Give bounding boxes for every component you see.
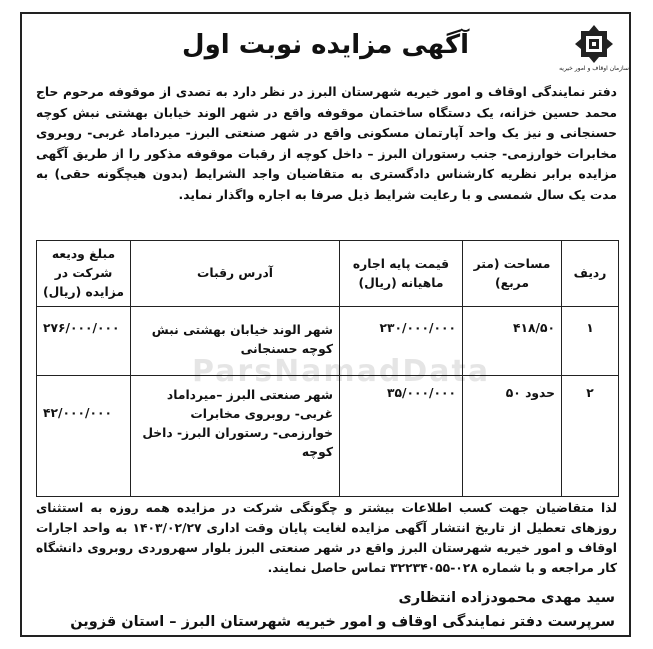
cell-deposit: ۲۷۶/۰۰۰/۰۰۰ xyxy=(37,307,131,376)
watermark: ParsNamadData xyxy=(192,354,491,389)
cell-address: شهر صنعتی البرز –میرداماد غربی- روبروی مخابرات خوارزمی- رستوران البرز- داخل کوچه xyxy=(131,376,340,497)
endowment-emblem-icon xyxy=(574,24,614,64)
organization-logo xyxy=(559,24,629,80)
page-title: آگهی مزایده نوبت اول xyxy=(182,30,469,60)
header-price: قیمت پایه اجاره ماهیانه (ریال) xyxy=(340,241,463,307)
signatory-title: سرپرست دفتر نمایندگی اوقاف و امور خیریه شهرستان البرز – استان قزوین xyxy=(70,614,615,630)
announcement-paragraph: دفتر نمایندگی اوقاف و امور خیریه شهرستان البرز در نظر دارد به تصدی از موقوفه مرحوم حاج محمد حسین خزانه، یک دستگاه ساختمان موقوفه واقع در شهر الوند خیابان بهشتی نبش کوچه حسنجانی و نیز یک واحد آپارتمان مسکونی واقع در شهر صنعتی البرز- میرداماد غربی- روبروی مخابرات خوارزمی- جنب رستوران البرز – داخل کوچه از رقبات موقوفه مذکور را از طریق آگهی مزایده برابر نظریه کارشناس دادگستری به متقاضیان واجد الشرایط (بدون هیچگونه حقی) به مدت یک سال شمسی و با رعایت شرایط ذیل صرفا به اجاره واگذار نماید. xyxy=(36,85,617,202)
cell-area: حدود ۵۰ xyxy=(463,376,562,497)
header-address: آدرس رقبات xyxy=(131,241,340,307)
cell-deposit: ۴۲/۰۰۰/۰۰۰ xyxy=(37,376,131,497)
cell-area: ۴۱۸/۵۰ xyxy=(463,307,562,376)
header-deposit: مبلغ ودیعه شرکت در مزایده (ریال) xyxy=(37,241,131,307)
signatory-name: سید مهدی محمودزاده انتظاری xyxy=(398,590,615,606)
header-radif: ردیف xyxy=(562,241,619,307)
advertisement-frame xyxy=(20,12,631,637)
cell-radif: ۱ xyxy=(562,307,619,376)
table-header-row xyxy=(37,241,619,307)
cell-radif: ۲ xyxy=(562,376,619,497)
cell-price: ۳۵/۰۰۰/۰۰۰ xyxy=(340,376,463,497)
cell-address: شهر الوند خیابان بهشتی نبش کوچه حسنجانی xyxy=(131,307,340,376)
cell-price: ۲۳۰/۰۰۰/۰۰۰ xyxy=(340,307,463,376)
header-area: مساحت (متر مربع) xyxy=(463,241,562,307)
logo-caption: سازمان اوقاف و امور خیریه xyxy=(559,65,629,72)
instructions-paragraph: لذا متقاضیان جهت کسب اطلاعات بیشتر و چگونگی شرکت در مزایده همه روزه به استثنای روزهای تعطیل از تاریخ انتشار آگهی مزایده لغایت پایان وقت اداری ۱۴۰۳/۰۲/۲۷ به واحد اجارات اوقاف و امور خیریه شهرستان البرز واقع در شهر صنعتی البرز بلوار سهروردی روبروی دانشگاه کار مراجعه و با شماره ۰۲۸-۳۲۲۳۴۰۵۵ تماس حاصل نمایند. xyxy=(36,501,618,575)
table-row xyxy=(37,376,619,497)
